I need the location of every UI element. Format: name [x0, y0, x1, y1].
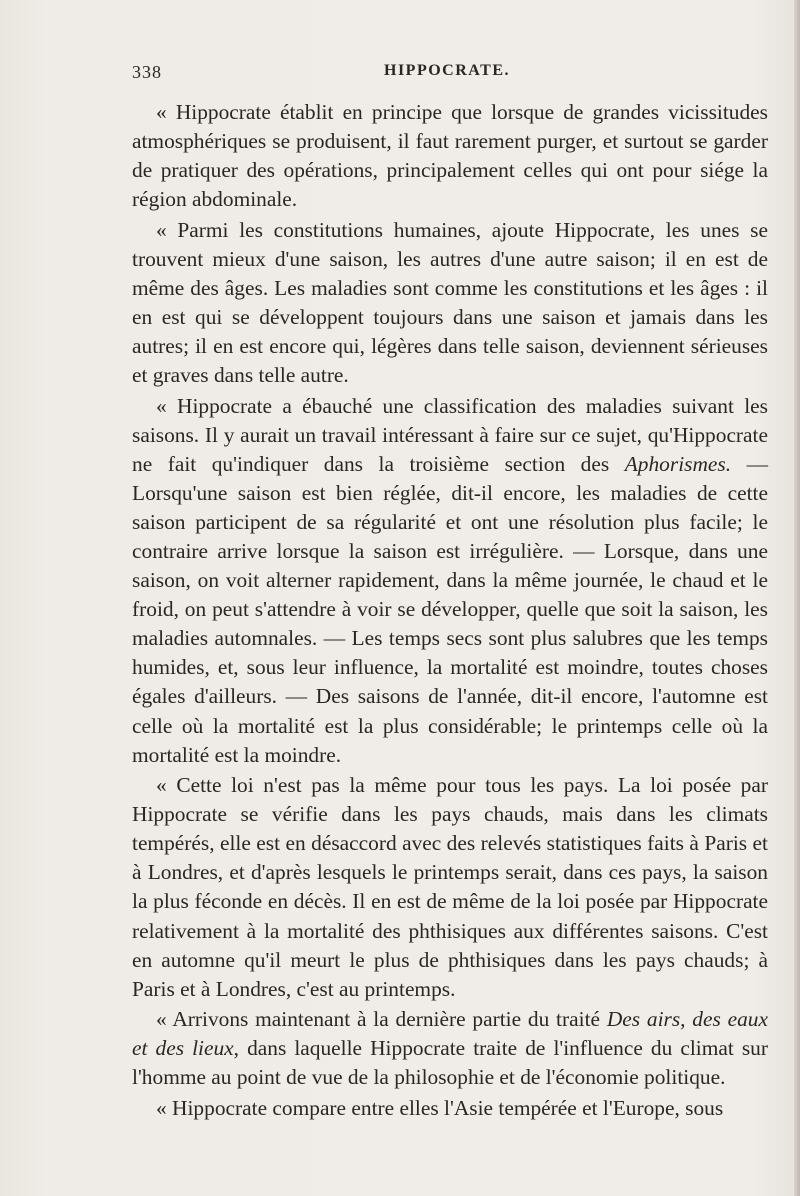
body-text [132, 98, 768, 1124]
paragraph [132, 1094, 768, 1123]
paragraph [132, 1005, 768, 1092]
italic-title: Aphorismes. [624, 451, 732, 476]
page-edge-shadow [794, 0, 800, 1196]
page-number: 338 [132, 62, 162, 82]
running-head: HIPPOCRATE. [384, 62, 510, 79]
paragraph-text: , dans laquelle Hippocrate traite de l'influence du climat sur l'homme au point de vue de la philosophie et de l'économie politique. [132, 1036, 768, 1090]
paragraph-text: « Hippocrate a ébauché une classification des maladies suivant les saisons. Il y aurait un travail intéressant à faire sur ce sujet, qu'Hippocrate ne fait qu'indiquer dans la troisième section des [132, 393, 768, 476]
paragraph-text: « Hippocrate établit en principe que lorsque de grandes vicissitudes atmosphériques se produisent, il faut rarement purger, et surtout se garder de pratiquer des opérations, principalement celles qui ont pour siége la région abdominale. [132, 100, 768, 212]
paragraph-text: « Arrivons maintenant à la dernière partie du traité [156, 1007, 607, 1032]
paragraph-text: « Hippocrate compare entre elles l'Asie tempérée et l'Europe, sous [156, 1095, 724, 1120]
italic-title: Des airs, des eaux et des lieux [132, 1007, 769, 1061]
paragraph-text: « Parmi les constitutions humaines, ajoute Hippocrate, les unes se trouvent mieux d'une saison, les autres d'une autre saison; il en est de même des âges. Les maladies sont comme les constitutions et les âges : il en est qui se développent toujours dans une saison et jamais dans les autres; il en est encore qui, légères dans telle saison, deviennent sérieuses et graves dans telle autre. [132, 217, 768, 388]
page-header [132, 62, 768, 88]
paragraph [132, 771, 768, 1004]
paragraph [132, 216, 768, 391]
paragraph-text: — Lorsqu'une saison est bien réglée, dit-il encore, les maladies de cette saison participent de sa régularité et ont une résolution plus facile; le contraire arrive lorsque la saison est irrégulière. — Lorsque, dans une saison, on voit alterner rapidement, dans la même journée, le chaud et le froid, on peut s'attendre à voir se développer, quelle que soit la saison, les maladies automnales. — Les temps secs sont plus salubres que les temps humides, et, sous leur influence, la mortalité est moindre, toutes choses égales d'ailleurs. — Des saisons de l'année, dit-il encore, l'automne est celle où la mortalité est la plus considérable; le printemps celle où la mortalité est la moindre. [132, 451, 768, 767]
paragraph-text: « Cette loi n'est pas la même pour tous les pays. La loi posée par Hippocrate se vérifie dans les pays chauds, mais dans les climats tempérés, elle est en désaccord avec des relevés statistiques faits à Paris et à Londres, et d'après lesquels le printemps serait, dans ces pays, la saison la plus féconde en décès. Il en est de même de la loi posée par Hippocrate relativement à la mortalité des phthisiques aux différentes saisons. C'est en automne qu'il meurt le plus de phthisiques dans les pays chauds; à Paris et à Londres, c'est au printemps. [132, 773, 768, 1001]
paragraph [132, 98, 768, 214]
paragraph [132, 392, 768, 770]
